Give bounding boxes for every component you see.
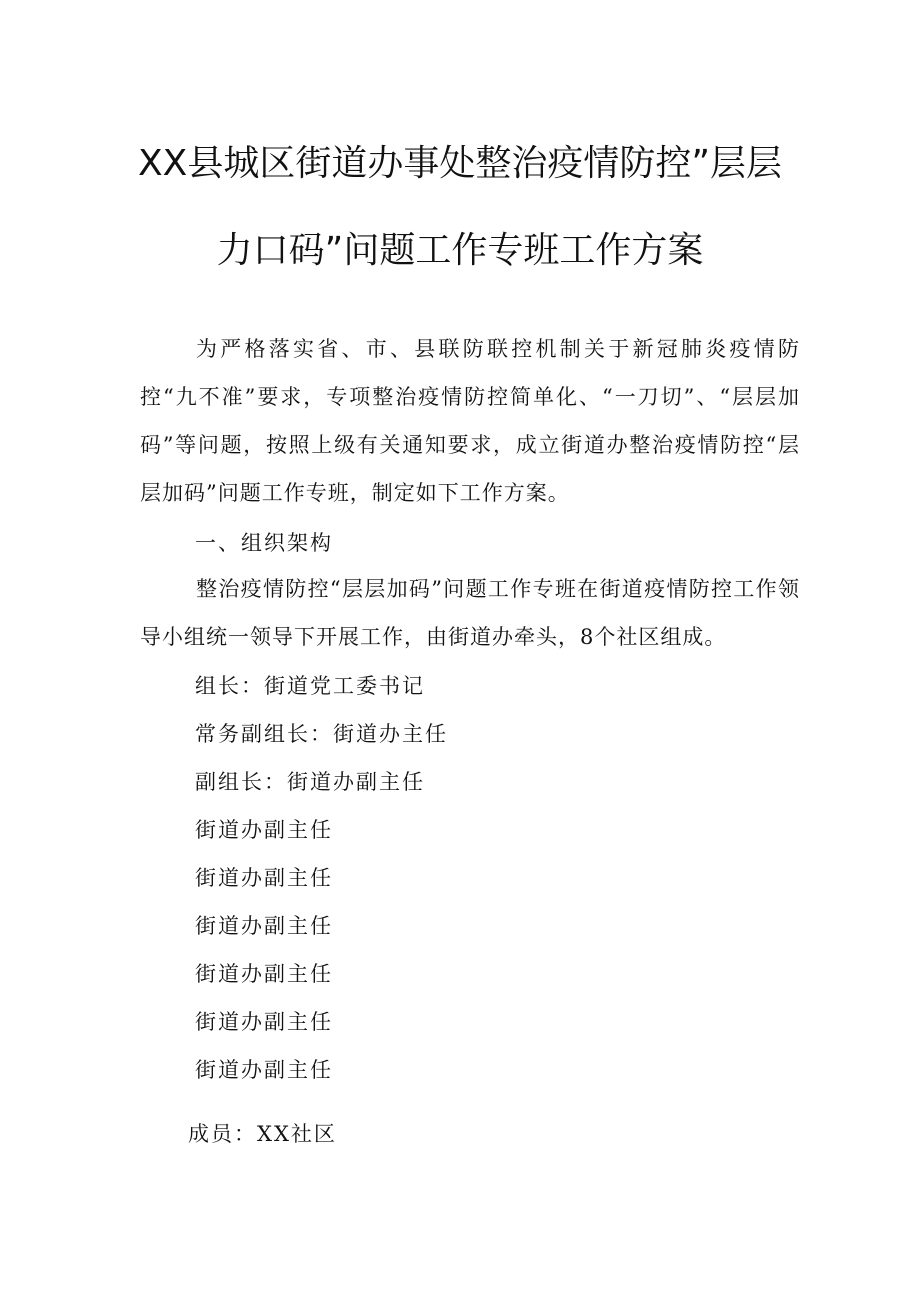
deputy-list-item: 街道办副主任 [195,1010,333,1034]
section-body-organization: 整治疫情防控“层层加码”问题工作专班在街道疫情防控工作领导小组统一领导下开展工作，由街道办牵头，8个社区组成。 [140,577,800,649]
leader-line: 组长：街道党工委书记 [195,674,425,698]
deputy-list-item: 街道办副主任 [195,962,333,986]
deputy-list-item: 街道办副主任 [195,818,333,842]
members-line: 成员：XX社区 [188,1122,337,1146]
deputy-list-item: 街道办副主任 [195,1058,333,1082]
deputy-list-item: 街道办副主任 [195,866,333,890]
deputy-leader-line: 副组长：街道办副主任 [195,770,425,794]
executive-deputy-line: 常务副组长：街道办主任 [195,722,448,746]
deputy-list-item: 街道办副主任 [195,914,333,938]
document-title-line-1: XX县城区街道办事处整治疫情防控”层层 [138,143,782,184]
document-title-line-2: 力口码”问题工作专班工作方案 [216,230,704,271]
intro-paragraph: 为严格落实省、市、县联防联控机制关于新冠肺炎疫情防控“九不准”要求，专项整治疫情防控简单化、“一刀切”、“层层加码”等问题，按照上级有关通知要求，成立街道办整治疫情防控“层层加码”问题工作专班，制定如下工作方案。 [140,337,800,505]
section-heading-organization: 一、组织架构 [195,531,333,555]
